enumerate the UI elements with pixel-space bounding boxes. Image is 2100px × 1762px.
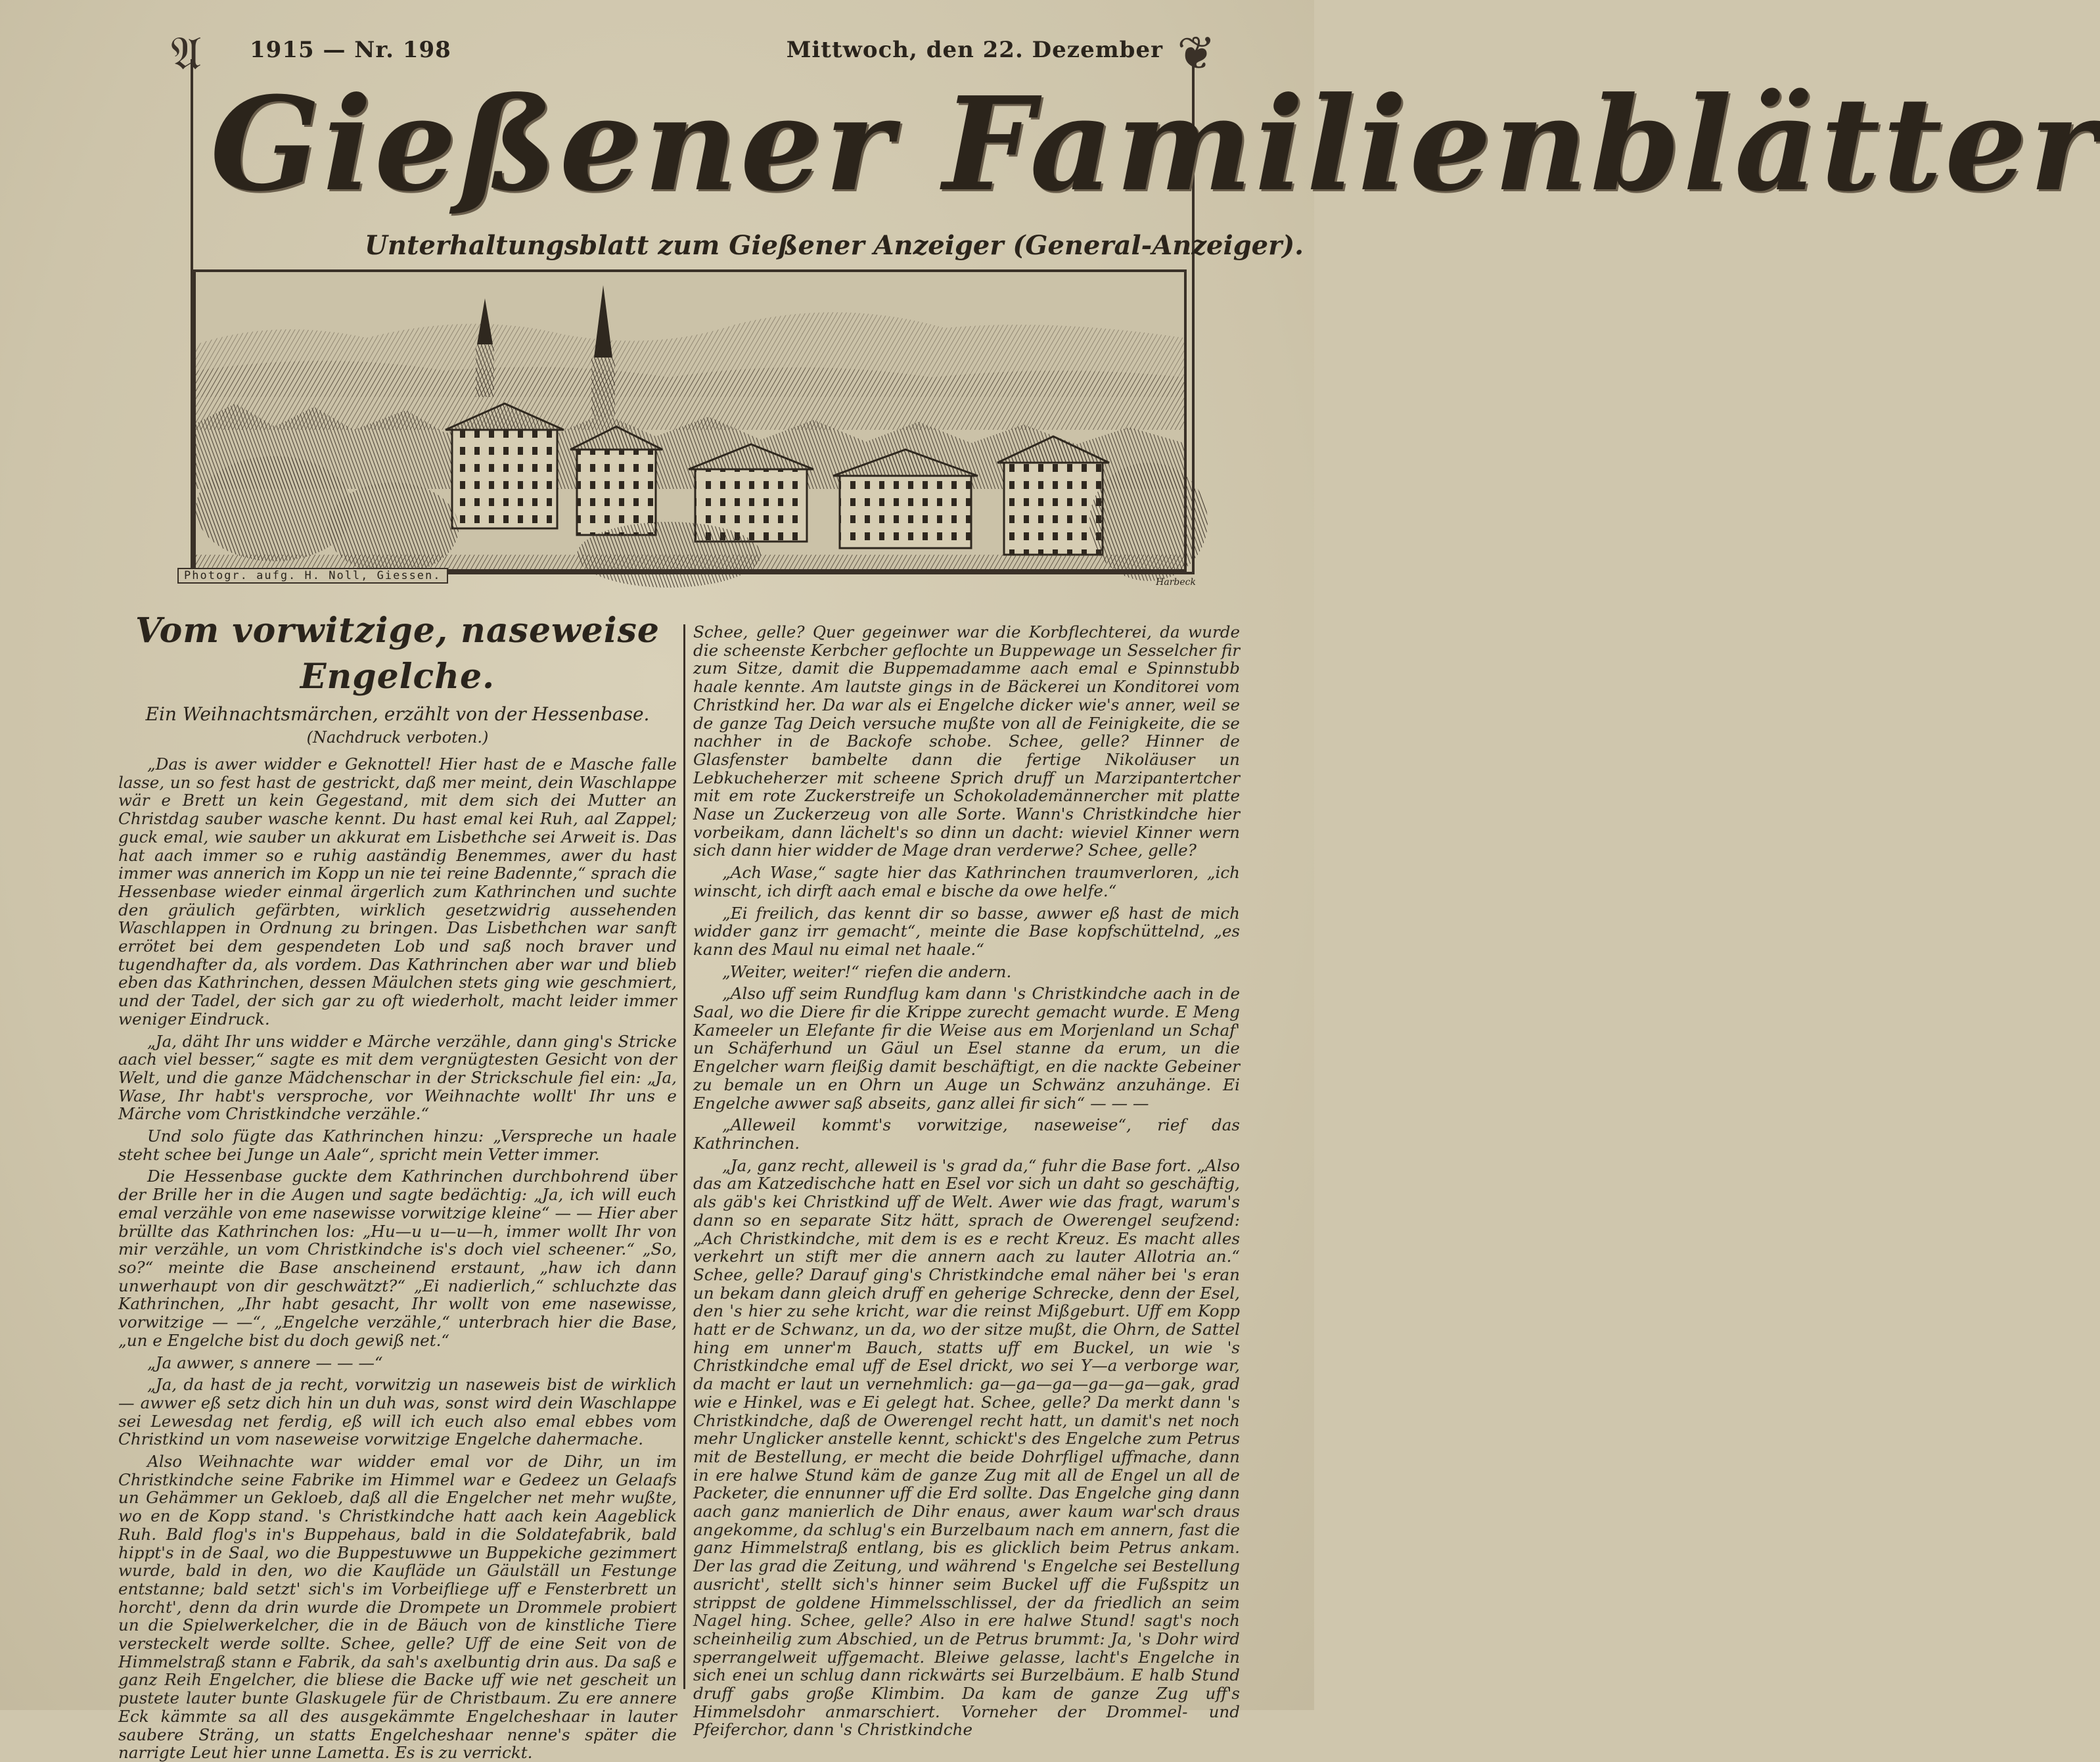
issue-date: Mittwoch, den 22. Dezember — [786, 37, 1163, 63]
reprint-notice: (Nachdruck verboten.) — [306, 728, 489, 747]
townscape-engraving — [193, 269, 1187, 572]
paragraph: „Ach Wase,“ sagte hier das Kathrinchen traumverloren, „ich winscht, ich dirft aach emal e bische da owe helfe.“ — [693, 863, 1240, 900]
ornament-right-icon: ❦ — [1177, 26, 1216, 80]
ornament-left-icon: 𝔄 — [171, 26, 202, 80]
paragraph: „Ja, da hast de ja recht, vorwitzig un naseweis bist de wirklich — awwer eß setz dich hin un duh was, sonst wird dein Waschlappe sei Lewesdag net ferdig, eß will ich euch also emal ebbes vom Christkind un vom naseweise vorwitzige Engelche dahermache. — [118, 1375, 677, 1449]
newspaper-title: Gießener Familienblätter — [210, 69, 2100, 220]
engraver-signature: Harbeck — [1156, 577, 1196, 588]
paragraph: „Also uff seim Rundflug kam dann 's Christkindche aach in de Saal, wo die Diere fir die Krippe zurecht gemacht wurde. E Meng Kameeler un Elefante fir die Weise aus em Morjenland un Schaf' un Schäferhund un Gäul un Esel stanne da erum, un die Engelcher warn fleißig damit beschäftigt, en die nackte Gebeiner zu bemale un en Ohrn un Auge un Schwänz anzuhänge. Ei Engelche awwer saß abseits, ganz allei fir sich“ — — — — [693, 984, 1240, 1113]
issue-number: 1915 — Nr. 198 — [250, 37, 451, 63]
paragraph: Schee, gelle? Quer gegeinwer war die Korbflechterei, da wurde die scheenste Kerbcher geflochte un Buppewage un Sesselcher fir zum Sitze, damit die Buppemadamme aach emal e Spinnstubb haale kennte. Am lautste gings in de Bäckerei un Konditorei vom Christkind her. Da war als ei Engelche dicker wie's anner, weil se de ganze Tag Deich versuche mußte von all de Feinigkeite, die se nachher in de Backofe schobe. Schee, gelle? Hinner de Glasfenster bambelte dann die fertige Nikoläuser un Lebkucheherzer mit scheene Sprich druff un Marzipantertcher mit em rote Zuckerstreife un Schokolademännercher mit platte Nase un Zuckerzeug von alle Sorte. Wann's Christkindche hier vorbeikam, dann lächelt's so dinn un dacht: wieviel Kinner wern sich dann hier widder de Mage dran verderwe? Schee, gelle? — [693, 622, 1240, 860]
paragraph: „Weiter, weiter!“ riefen die andern. — [722, 962, 1012, 981]
article-title: Vom vorwitzige, naseweise Engelche. — [135, 611, 660, 697]
photo-credit: Photogr. aufg. H. Noll, Giessen. — [177, 568, 448, 584]
newspaper-subtitle: Unterhaltungsblatt zum Gießener Anzeiger (General-Anzeiger). — [365, 230, 1304, 261]
column-divider — [683, 624, 685, 1689]
paragraph: Und solo fügte das Kathrinchen hinzu: „Verspreche un haale steht schee bei Junge un Aale“, spricht mein Vetter immer. — [118, 1126, 677, 1164]
paragraph: „Ja, däht Ihr uns widder e Märche verzähle, dann ging's Stricke aach viel besser,“ sagte es mit dem vergnügtesten Gesicht von der Welt, und die ganze Mädchenschar in der Strickschule fiel ein: „Ja, Wase, Ihr habt's versproche, vor Weihnachte wollt' Ihr uns e Märche vom Christkindche verzähle.“ — [118, 1031, 677, 1124]
paragraph: „Alleweil kommt's vorwitzige, naseweise“, rief das Kathrinchen. — [693, 1115, 1240, 1153]
article-subtitle: Ein Weihnachtsmärchen, erzählt von der Hessenbase. — [145, 703, 650, 725]
paragraph: „Ja awwer, s annere — — —“ — [147, 1353, 383, 1372]
paragraph: „Das is awer widder e Geknottel! Hier hast de e Masche falle lasse, un so fest hast de gestrickt, daß mer meint, dein Waschlappe wär e Brett un kein Gegestand, mit dem sich dei Mutter an Christdag sauber wasche kennt. Du hast emal kei Ruh, aal Zappel; guck emal, wie sauber un akkurat em Lisbethche sei Arweit is. Das hat aach immer so e ruhig aaständig Benemmes, awer du hast immer was annerich im Kopp un nie tei reine Badennte,“ sprach die Hessenbase wieder einmal ärgerlich zum Kathrinchen und suchte den gräulich gefärbten, wirklich gesetzwidrig aussehenden Waschlappen in Ordnung zu bringen. Das Lisbethchen war sanft errötet bei dem gespendeten Lob und saß noch braver und tugendhafter da, als vordem. Das Kathrinchen aber war und blieb eben das Kathrinchen, dessen Mäulchen stets ging wie geschmiert, und der Tadel, der sich gar zu oft wiederholt, macht leider immer weniger Eindruck. — [118, 754, 677, 1029]
paragraph: Die Hessenbase guckte dem Kathrinchen durchbohrend über der Brille her in die Augen und sagte bedächtig: „Ja, ich will euch emal verzähle von eme nasewisse vorwitzige kleine“ — — Hier aber brüllte das Kathrinchen los: „Hu—u u—u—h, immer wollt Ihr von mir verzähle, un vom Christkindche is's doch viel scheener.“ „So, so?“ meinte die Base anscheinend erstaunt, „haw ich dann unwerhaupt von dir geschwätzt?“ „Ei nadierlich,“ schluchzte das Kathrinchen, „Ihr habt gesacht, Ihr wollt von eme nasewisse, vorwitzige — —“, „Engelche verzähle,“ unterbrach hier die Base, „un e Engelche bist du doch gewiß net.“ — [118, 1167, 677, 1350]
masthead — [171, 26, 2100, 591]
article-column-left — [118, 608, 677, 1762]
article-column-right — [693, 622, 1240, 1740]
paragraph: Also Weihnachte war widder emal vor de Dihr, un im Christkindche seine Fabrike im Himmel war e Gedeez un Gelaafs un Gehämmer un Gekloeb, daß all die Engelcher net mehr wußte, wo en de Kopp stand. 's Christkindche hatt aach kein Aageblick Ruh. Bald flog's in's Buppehaus, bald in die Soldatefabrik, bald hippt's in de Saal, wo die Buppestuwwe un Buppekiche gezimmert wurde, bald in den, wo die Kaufläde un Gäulställ un Festunge entstanne; bald setzt' sich's im Vorbeifliege uff e Fensterbrett un horcht', denn da drin wurde die Drompete un Drommele probiert un die Spielwerkelcher, die in de Bäuch von de kinstliche Tiere versteckelt werde sollte. Schee, gelle? Uff de eine Seit von de Himmelstraß stann e Fabrik, da sah's axelbuntig drin aus. Da saß e ganz Reih Engelcher, die bliese die Backe uff wie net gescheit un pustete lauter bunte Glaskugele für de Christbaum. Zu ere annere Eck kämmte sa all des ausgekämmte Engelcheshaar in lauter saubere Sträng, un statts Engelcheshaar nenne's später die narrigte Leut hier unne Lametta. Es is zu verrickt. — [118, 1452, 677, 1762]
paragraph: „Ja, ganz recht, alleweil is 's grad da,“ fuhr die Base fort. „Also das am Katzedischche hatt en Esel vor sich un daht so geschäftig, als gäb's kei Christkind uff de Welt. Awer wie das fragt, warum's dann so en separate Sitz hätt, sprach de Owerengel seufzend: „Ach Christkindche, mit dem is es e recht Kreuz. Es macht alles verkehrt un stift mer die annern aach zu lauter Allotria an.“ Schee, gelle? Darauf ging's Christkindche emal näher bei 's eran un bekam dann gleich druff en geherige Schrecke, denn der Esel, den 's hier zu sehe kricht, war die reinst Mißgeburt. Uff em Kopp hatt er de Schwanz, un da, wo der sitze mußt, die Ohrn, de Sattel hing em unner'm Bauch, statts uff em Buckel, un wie 's Christkindche emal uff de Esel drickt, wo sei Y—a verborge war, da macht er laut un vernehmlich: ga—ga—ga—ga—ga—gak, grad wie e Hinkel, was e Ei gelegt hat. Schee, gelle? Da merkt dann 's Christkindche, daß de Owerengel recht hatt, un damit's net noch mehr Unglicker anstelle kennt, schickt's des Engelche zum Petrus mit de Bestellung, er mecht die beide Dohrfligel uffmache, dann in ere halwe Stund käm de ganze Zug mit all de Engel un all de Packeter, die ennunner uff die Erd sollte. Das Engelche ging dann aach ganz manierlich de Dihr enaus, awer kaum war'sch draus angekomme, da schlug's ein Burzelbaum nach em annern, fast die ganz Himmelstraß entlang, bis es glicklich beim Petrus ankam. Der las grad die Zeitung, und während 's Engelche sei Bestellung ausricht', stellt sich's hinner seim Buckel uff die Fußspitz un strippst de goldene Himmelsschlissel, der da friedlich an seim Nagel hing. Schee, gelle? Also in ere halwe Stund! sagt's noch scheinheilig zum Abschied, un de Petrus brummt: Ja, 's Dohr wird sperrangelweit uffgemacht. Bleiwe gelasse, lacht's Engelche in sich enei un schlug dann rickwärts sei Burzelbäum. E halb Stund druff gabs große Klimbim. Da kam de ganze Zug uff's Himmelsdohr anmarschiert. Vorneher der Drommel- und Pfeiferchor, dann 's Christkindche — [693, 1155, 1240, 1740]
paragraph: „Ei freilich, das kennt dir so basse, awwer eß hast de mich widder ganz irr gemacht“, meinte die Base kopfschüttelnd, „es kann des Maul nu eimal net haale.“ — [693, 903, 1240, 959]
